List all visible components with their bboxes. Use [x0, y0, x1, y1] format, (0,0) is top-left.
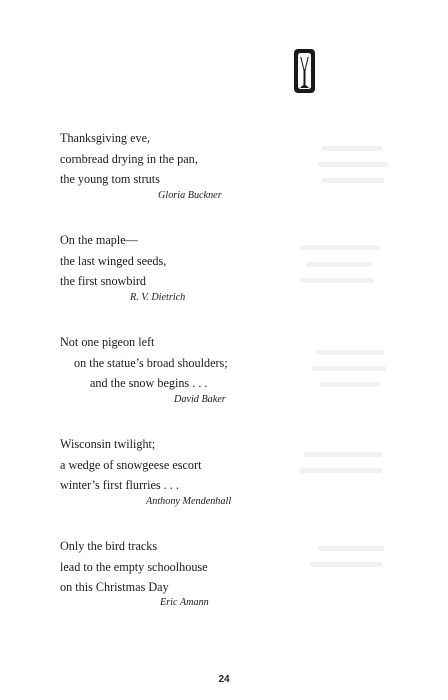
haiku-line: On the maple— — [60, 233, 138, 247]
haiku-author: Eric Amann — [160, 597, 209, 608]
haiku-5 — [60, 536, 360, 598]
haiku-author: Gloria Buckner — [158, 190, 222, 201]
haiku-4 — [60, 434, 360, 496]
haiku-line: cornbread drying in the pan, — [60, 151, 198, 166]
haiku-line: on the statue’s broad shoulders; — [74, 355, 228, 370]
haiku-line: Not one pigeon left — [60, 335, 155, 349]
haiku-author: David Baker — [174, 394, 226, 405]
haiku-line: and the snow begins . . . — [90, 376, 208, 390]
haiku-line: Only the bird tracks — [60, 539, 158, 553]
haiku-line: the first snowbird — [60, 274, 146, 288]
haiku-line: the last winged seeds, — [60, 253, 167, 268]
haiku-1 — [60, 128, 360, 190]
haiku-line: on this Christmas Day — [60, 580, 169, 594]
haiku-line: a wedge of snowgeese escort — [60, 457, 202, 472]
haiku-line: lead to the empty schoolhouse — [60, 559, 208, 574]
haiku-author: Anthony Mendenhall — [146, 496, 232, 507]
stylized-tree-logo-icon — [294, 49, 315, 93]
page-number: 24 — [218, 674, 230, 685]
haiku-line: Wisconsin twilight; — [60, 437, 156, 451]
haiku-3 — [60, 332, 360, 394]
haiku-author: R. V. Dietrich — [130, 292, 186, 303]
haiku-line: winter’s first flurries . . . — [60, 478, 179, 492]
haiku-line: Thanksgiving eve, — [60, 131, 151, 145]
haiku-2 — [60, 230, 360, 292]
haiku-line: the young tom struts — [60, 172, 160, 186]
